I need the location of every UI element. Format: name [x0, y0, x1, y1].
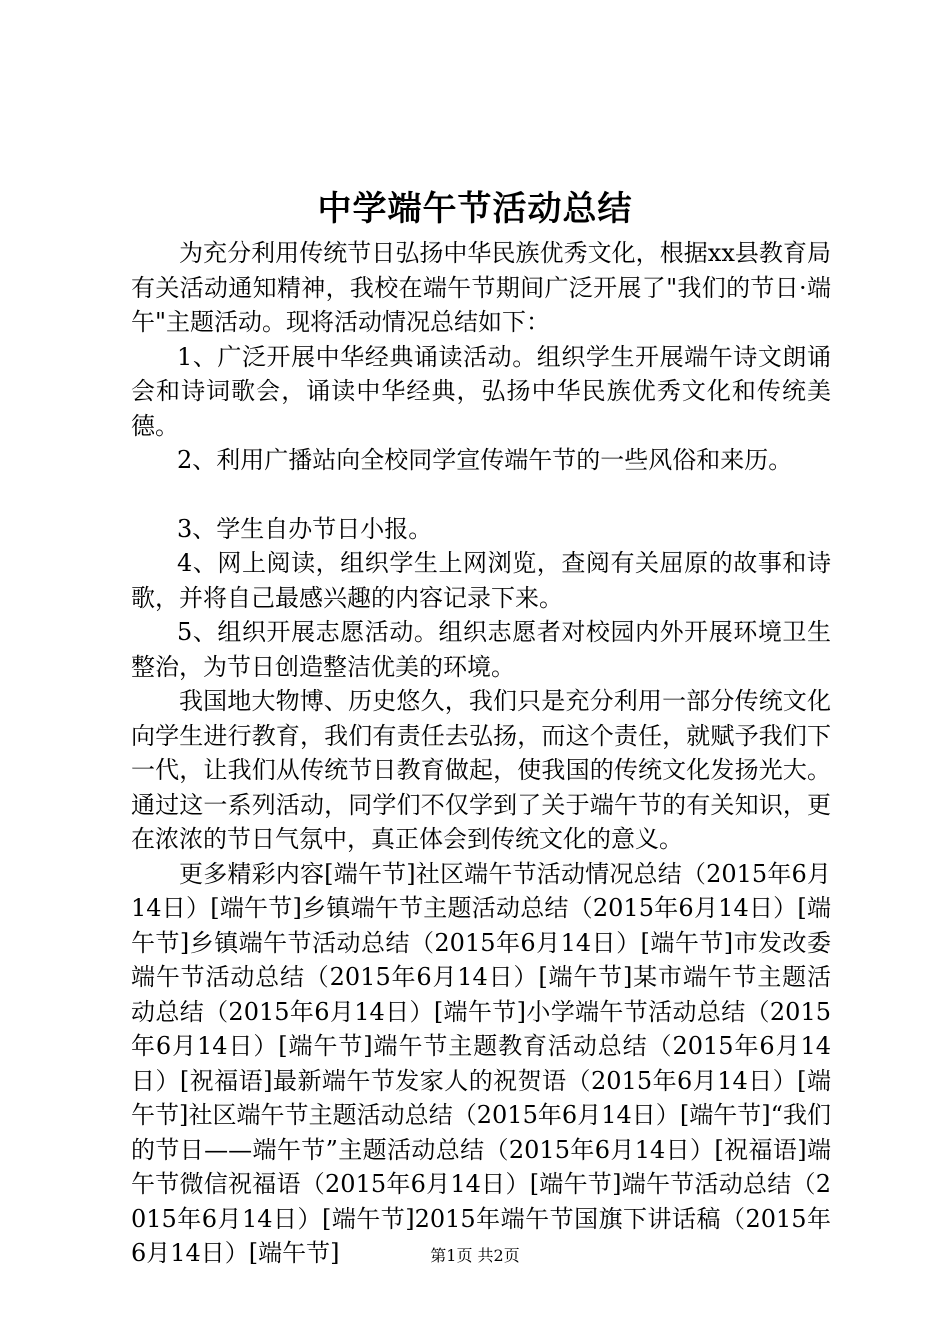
list-item: 2、利用广播站向全校同学宣传端午节的一些风俗和来历。 [177, 446, 793, 474]
list-item: 5、组织开展志愿活动。组织志愿者对校园内外开展环境卫生整治，为节日创造整洁优美的环境。 [131, 618, 831, 681]
page-footer: 第1页 共2页 [430, 1246, 520, 1265]
list-item: 1、广泛开展中华经典诵读活动。组织学生开展端午诗文朗诵会和诗词歌会，诵读中华经典，弘扬中华民族优秀文化和传统美德。 [131, 342, 831, 440]
intro-paragraph: 为充分利用传统节日弘扬中华民族优秀文化，根据xx县教育局有关活动通知精神，我校在端午节期间广泛开展了"我们的节日·端午"主题活动。现将活动情况总结如下： [131, 239, 831, 336]
document-body [131, 236, 831, 1271]
list-item: 3、学生自办节日小报。 [177, 514, 433, 543]
more-content-paragraph: 更多精彩内容[端午节]社区端午节活动情况总结（2015年6月14日）[端午节]乡镇端午节主题活动总结（2015年6月14日）[端午节]乡镇端午节活动总结（2015年6月14日）[端午节]市发改委端午节活动总结（2015年6月14日）[端午节]某市端午节主题活动总结（2015年6月14日）[端午节]小学端午节活动总结（2015年6月14日）[端午节]端午节主题教育活动总结（2015年6月14日）[祝福语]最新端午节发家人的祝贺语（2015年6月14日）[端午节]社区端午节主题活动总结（2015年6月14日）[端午节]“我们的节日——端午节”主题活动总结（2015年6月14日）[祝福语]端午节微信祝福语（2015年6月14日）[端午节]端午节活动总结（2015年6月14日）[端午节]2015年端午节国旗下讲话稿（2015年6月14日）[端午节] [131, 859, 831, 1267]
conclusion-paragraph: 我国地大物博、历史悠久，我们只是充分利用一部分传统文化向学生进行教育，我们有责任去弘扬，而这个责任，就赋予我们下一代，让我们从传统节日教育做起，使我国的传统文化发扬光大。通过这一系列活动，同学们不仅学到了关于端午节的有关知识，更在浓浓的节日气氛中，真正体会到传统文化的意义。 [131, 687, 831, 853]
list-item: 4、网上阅读，组织学生上网浏览，查阅有关屈原的故事和诗歌，并将自己最感兴趣的内容记录下来。 [131, 549, 831, 612]
document-title: 中学端午节活动总结 [317, 189, 633, 229]
